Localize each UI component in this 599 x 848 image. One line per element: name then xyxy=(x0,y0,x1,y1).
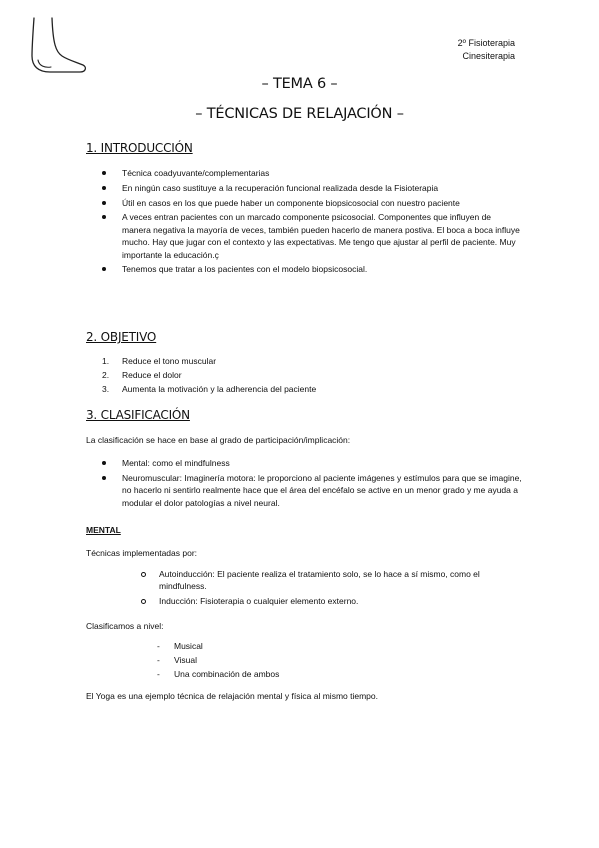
objetivo-numbered-list xyxy=(102,355,522,397)
list-item: Tenemos que tratar a los pacientes con el modelo biopsicosocial. xyxy=(102,263,522,275)
list-item: Inducción: Fisioterapia o cualquier elemento externo. xyxy=(141,595,521,607)
foot-logo-icon xyxy=(26,16,88,74)
document-header xyxy=(458,37,515,63)
list-item: Mental: como el mindfulness xyxy=(102,457,522,469)
list-item: A veces entran pacientes con un marcado componente psicosocial. Componentes que influyen de manera negativa la mayoría de veces, también pueden hacerlo de manera postiva. El boca a boca influye mucho. Hay que jugar con el contexto y las expectativas. Me tengo que ajustar al perfil de paciente. Muy importante la educación.ç xyxy=(102,211,522,261)
yoga-closing-text: El Yoga es una ejemplo técnica de relajación mental y física al mismo tiempo. xyxy=(86,691,378,701)
tecnicas-list xyxy=(141,568,521,610)
mental-subheading: MENTAL xyxy=(86,525,121,535)
clasificacion-intro: La clasificación se hace en base al grado de participación/implicación: xyxy=(86,435,351,445)
clasificacion-bullet-list xyxy=(102,457,522,511)
list-item xyxy=(102,383,522,395)
section-heading-introduccion: 1. INTRODUCCIÓN xyxy=(86,141,193,155)
list-item: Útil en casos en los que puede haber un componente biopsicosocial con nuestro paciente xyxy=(102,197,522,209)
list-item: - Musical xyxy=(157,640,457,652)
list-item: - Visual xyxy=(157,654,457,666)
intro-bullet-list xyxy=(102,167,522,278)
item-text: Reduce el dolor xyxy=(122,370,182,380)
section-heading-objetivo: 2. OBJETIVO xyxy=(86,330,157,344)
item-text: Aumenta la motivación y la adherencia del paciente xyxy=(122,384,317,394)
tema-title: – TEMA 6 – xyxy=(261,76,338,92)
item-number: 3. xyxy=(102,384,110,394)
tecnicas-intro: Técnicas implementadas por: xyxy=(86,548,198,558)
item-text: Reduce el tono muscular xyxy=(122,356,217,366)
list-item xyxy=(102,355,522,367)
list-item: Neuromuscular: Imaginería motora: le proporciono al paciente imágenes y estímulos para que se imagine, no hacerlo ni sentirlo realmente hace que el área del encéfalo se active en un menor grado y me ayuda a modular el dolor patologías a nivel neural. xyxy=(102,472,522,509)
list-item: Técnica coadyuvante/complementarias xyxy=(102,167,522,179)
list-item: Autoinducción: El paciente realiza el tratamiento solo, se lo hace a sí mismo, como el mindfulness. xyxy=(141,568,521,593)
section-heading-clasificacion: 3. CLASIFICACIÓN xyxy=(86,408,190,422)
clasificamos-intro: Clasificamos a nivel: xyxy=(86,621,164,631)
niveles-list xyxy=(157,640,457,682)
list-item: - Una combinación de ambos xyxy=(157,668,457,680)
course-label: 2º Fisioterapia xyxy=(457,38,515,48)
list-item: En ningún caso sustituye a la recuperación funcional realizada desde la Fisioterapia xyxy=(102,182,522,194)
item-number: 2. xyxy=(102,370,110,380)
item-number: 1. xyxy=(102,356,110,366)
subject-label: Cinesiterapia xyxy=(462,51,515,61)
list-item xyxy=(102,369,522,381)
main-title: – TÉCNICAS DE RELAJACIÓN – xyxy=(195,106,404,122)
